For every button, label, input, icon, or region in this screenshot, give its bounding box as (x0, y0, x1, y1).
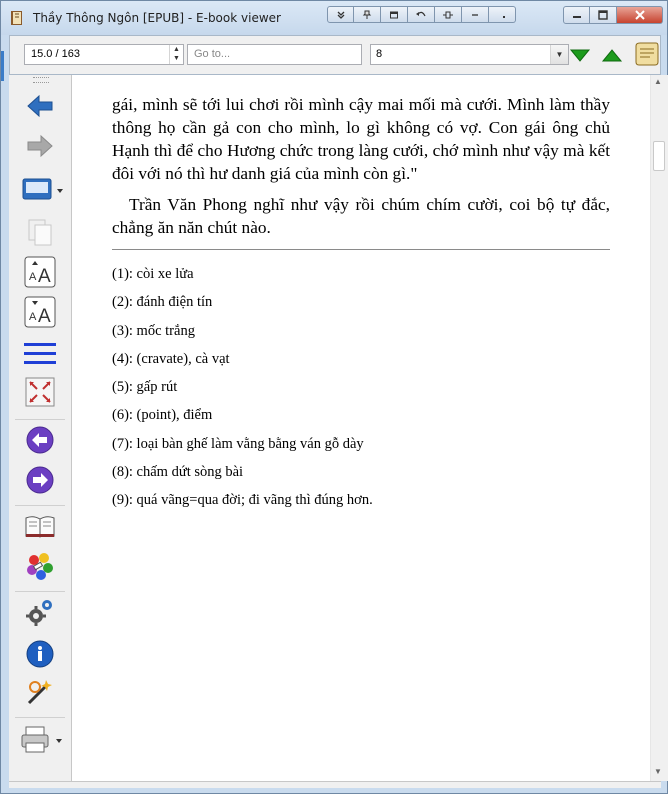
separator (15, 419, 65, 420)
copy-button[interactable] (19, 175, 65, 205)
spin-up-icon[interactable]: ▲ (173, 46, 180, 53)
chevron-down-double-icon[interactable] (327, 6, 354, 23)
top-toolbar (9, 35, 661, 75)
svg-text:A: A (38, 306, 51, 327)
circle-arrow-left-icon (25, 425, 55, 455)
arrow-right-icon (26, 133, 54, 159)
forward-button[interactable] (23, 131, 57, 161)
dock-icon[interactable] (435, 6, 462, 23)
pages-icon (26, 217, 54, 247)
svg-text:A: A (29, 271, 37, 283)
info-icon (25, 639, 55, 669)
book-content[interactable] (72, 75, 650, 781)
themes-button[interactable] (23, 551, 57, 581)
open-book-icon (24, 512, 56, 540)
footnote: (7): loại bàn ghế làm vằng bằng ván gỗ dày (112, 435, 364, 452)
separator (15, 505, 65, 506)
separator (15, 717, 65, 718)
scroll-up-icon[interactable]: ▲ (654, 77, 662, 86)
paragraph: Trần Văn Phong nghĩ như vậy rồi chúm chím cười, coi bộ tự đắc, chẳng ăn năn chút nào. (112, 195, 610, 237)
paragraph: gái, mình sẽ tới lui chơi rồi mình cậy mai mối mà cưới. Mình làm thầy thông họ cần gả con cho mình, lo gì không có vợ. Con gái ông chủ Hạnh thì để cho Hương chức trong làng cưới, chớ mình như vậy mà kết đôi với nó thì hư danh giá của mình còn gì." (112, 95, 610, 183)
footnote: (8): chấm dứt sòng bài (112, 464, 244, 481)
position-spinbox[interactable] (24, 44, 184, 65)
minimize-button[interactable] (563, 6, 590, 24)
circle-arrow-right-icon (25, 465, 55, 495)
window-icon[interactable] (381, 6, 408, 23)
side-toolbar (9, 75, 72, 781)
window-title: Thầy Thông Ngôn [EPUB] - E-book viewer (33, 11, 281, 25)
goto-input[interactable] (187, 44, 362, 65)
svg-text:A: A (29, 311, 37, 323)
window-edge-marker (1, 51, 4, 81)
font-larger-icon (24, 256, 56, 288)
vertical-scrollbar[interactable] (650, 75, 668, 781)
magic-wand-icon (25, 677, 55, 707)
window-controls (563, 6, 663, 24)
spin-arrows[interactable] (169, 45, 183, 64)
scroll-down-icon[interactable]: ▼ (654, 767, 662, 776)
find-previous-up-icon[interactable] (600, 44, 624, 66)
close-button[interactable] (617, 6, 663, 24)
dropdown-arrow-icon[interactable]: ▼ (550, 45, 568, 64)
printer-icon (20, 725, 64, 755)
toolbar-grip[interactable] (33, 77, 49, 83)
palette-icon (24, 550, 56, 582)
footnote: (5): gấp rút (112, 379, 178, 396)
bottom-edge (9, 781, 661, 788)
gears-icon (25, 596, 55, 628)
pin-icon[interactable] (354, 6, 381, 23)
footnote-divider (112, 249, 610, 250)
fullscreen-button[interactable] (23, 377, 57, 407)
undo-icon[interactable] (408, 6, 435, 23)
extra-window-buttons (327, 6, 516, 24)
menu-lines-icon (23, 340, 57, 368)
toc-button[interactable] (23, 339, 57, 369)
scroll-icon[interactable] (634, 40, 660, 68)
position-value: 15.0 / 163 (31, 48, 80, 60)
title-bar (1, 1, 667, 35)
goto-placeholder: Go to... (194, 48, 231, 60)
bookmarks-button[interactable] (23, 677, 57, 707)
arrow-left-icon (26, 93, 54, 119)
previous-page-button[interactable] (23, 425, 57, 455)
separator (15, 591, 65, 592)
page-text (112, 93, 610, 515)
footnote: (3): mốc trắng (112, 322, 195, 339)
font-smaller-icon (24, 296, 56, 328)
font-larger-button[interactable] (23, 257, 57, 287)
search-combobox[interactable] (370, 44, 569, 65)
print-button[interactable] (19, 725, 65, 755)
footnotes (112, 260, 610, 515)
monitor-icon (21, 175, 63, 205)
footnote: (2): đánh điện tín (112, 294, 213, 311)
app-icon (9, 10, 25, 26)
preferences-button[interactable] (23, 597, 57, 627)
svg-text:A: A (38, 266, 51, 287)
footnote: (6): (point), điểm (112, 407, 213, 424)
dash-icon[interactable] (462, 6, 489, 23)
dot-icon[interactable] (489, 6, 516, 23)
next-page-button[interactable] (23, 465, 57, 495)
find-next-down-icon[interactable] (568, 44, 592, 66)
font-smaller-button[interactable] (23, 297, 57, 327)
footnote: (1): còi xe lửa (112, 266, 194, 282)
spin-down-icon[interactable]: ▼ (173, 55, 180, 62)
metadata-button[interactable] (23, 639, 57, 669)
fullscreen-icon (25, 377, 55, 407)
reference-mode-button[interactable] (23, 511, 57, 541)
search-value: 8 (376, 48, 383, 60)
scrollbar-thumb[interactable] (653, 141, 665, 171)
footnote: (9): quá vãng=qua đời; đi vãng thì đúng hơn. (112, 492, 373, 509)
maximize-button[interactable] (590, 6, 617, 24)
back-button[interactable] (23, 91, 57, 121)
copy-pages-button[interactable] (23, 217, 57, 247)
footnote: (4): (cravate), cà vạt (112, 350, 230, 367)
